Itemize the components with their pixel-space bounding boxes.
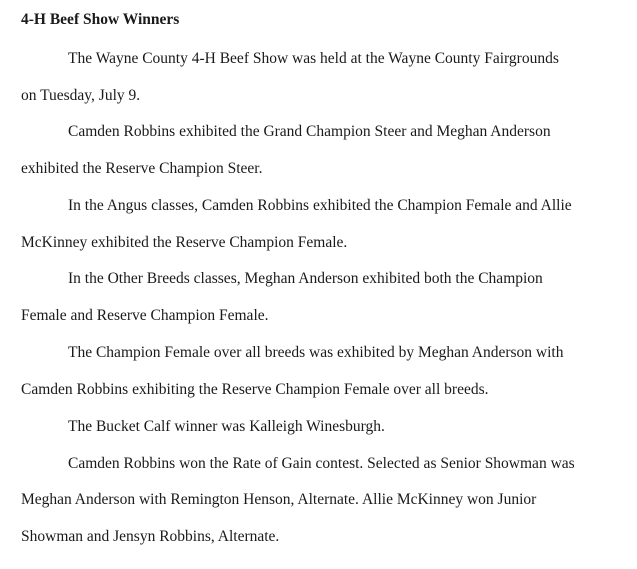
paragraph-line: Showman and Jensyn Robbins, Alternate.: [21, 528, 280, 545]
paragraph-line: The Wayne County 4-H Beef Show was held at the Wayne County Fairgrounds: [68, 50, 559, 67]
paragraph-line: In the Angus classes, Camden Robbins exhibited the Champion Female and Allie: [68, 197, 572, 214]
paragraph-line: on Tuesday, July 9.: [21, 87, 141, 104]
document-title: 4-H Beef Show Winners: [21, 11, 180, 28]
paragraph-line: Female and Reserve Champion Female.: [21, 307, 269, 324]
paragraph-line: McKinney exhibited the Reserve Champion Female.: [21, 234, 348, 251]
paragraph-line: The Champion Female over all breeds was exhibited by Meghan Anderson with: [68, 344, 564, 361]
paragraph-line: The Bucket Calf winner was Kalleigh Winesburgh.: [68, 418, 385, 435]
paragraph-line: In the Other Breeds classes, Meghan Anderson exhibited both the Champion: [68, 270, 543, 287]
paragraph-line: Camden Robbins exhibiting the Reserve Champion Female over all breeds.: [21, 381, 489, 398]
paragraph-line: exhibited the Reserve Champion Steer.: [21, 160, 263, 177]
paragraph-line: Meghan Anderson with Remington Henson, Alternate. Allie McKinney won Junior: [21, 491, 537, 508]
paragraph-line: Camden Robbins exhibited the Grand Champion Steer and Meghan Anderson: [68, 123, 551, 140]
paragraph-line: Camden Robbins won the Rate of Gain contest. Selected as Senior Showman was: [68, 455, 575, 472]
